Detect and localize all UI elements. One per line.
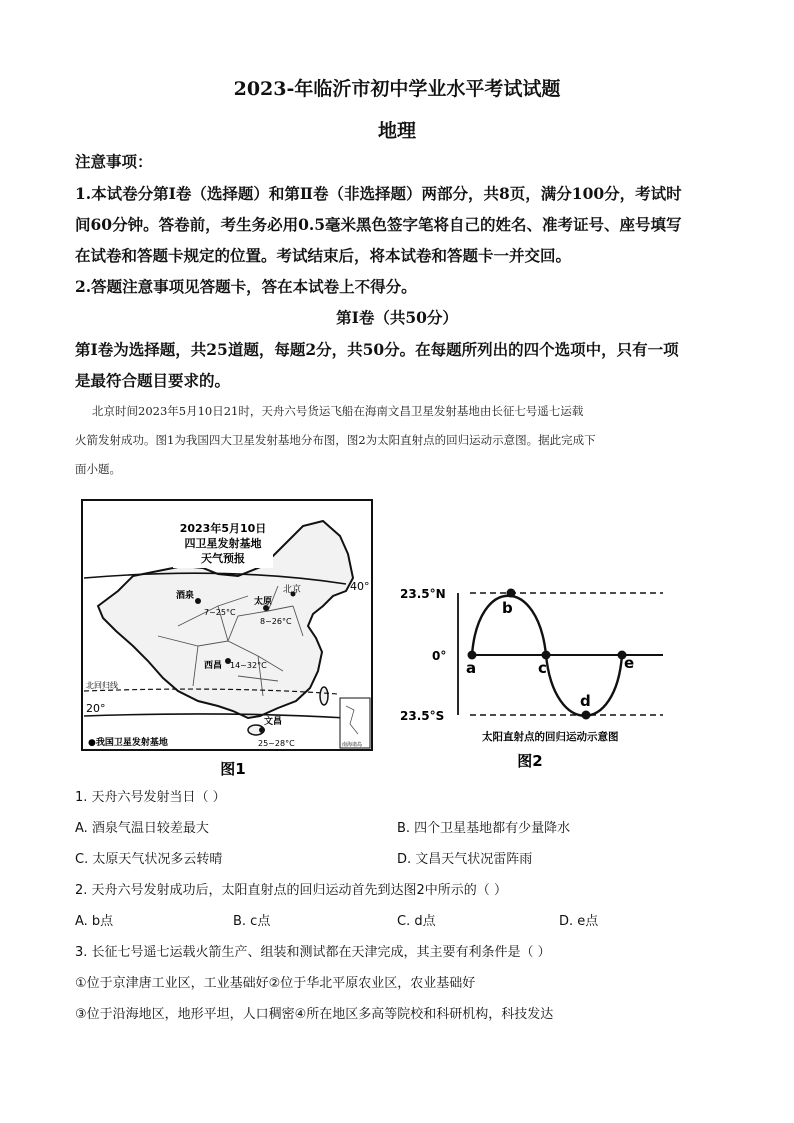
passage-line: 火箭发射成功。图1为我国四大卫星发射基地分布图，图2为太阳直射点的回归运动示意图。据此完成下 — [75, 433, 596, 447]
inset-label: 南海诸岛 — [342, 742, 363, 748]
exam-title: 2023-年临沂市初中学业水平考试试题 — [233, 78, 561, 100]
section-instructions: 是最符合题目要求的。 — [75, 371, 231, 390]
section-title: 第Ⅰ卷（共50分） — [336, 308, 458, 327]
jiuquan-marker — [195, 598, 201, 604]
figure2-diagram — [398, 578, 668, 778]
tropic-label: 北回归线 — [86, 681, 118, 690]
notice-line: 1.本试卷分第Ⅰ卷（选择题）和第Ⅱ卷（非选择题）两部分，共8页，满分100分，考试时 — [75, 184, 682, 203]
option-d: D. e点 — [559, 914, 599, 929]
figure1-caption: 图1 — [220, 760, 246, 778]
xichang-label: 西昌 — [204, 661, 223, 671]
option-c: C. 太原天气状况多云转晴 — [75, 852, 223, 867]
option-b: B. c点 — [233, 914, 271, 929]
option-b: B. 四个卫星基地都有少量降水 — [397, 821, 571, 836]
notice-heading: 注意事项： — [75, 152, 153, 171]
y-label: 23.5°N — [400, 587, 446, 601]
taiwan-island — [320, 687, 328, 705]
map-title-line: 天气预报 — [201, 552, 245, 565]
section-instructions: 第Ⅰ卷为选择题，共25道题，每题2分，共50分。在每题所列出的四个选项中，只有一项 — [75, 340, 679, 359]
statement-line: ③位于沿海地区，地形平坦，人口稠密④所在地区多高等院校和科研机构，科技发达 — [75, 1007, 554, 1022]
statement-line: ①位于京津唐工业区，工业基础好②位于华北平原农业区，农业基础好 — [75, 976, 476, 991]
lat-40-label: 40° — [350, 580, 370, 593]
subject-title: 地理 — [377, 120, 416, 142]
option-d: D. 文昌天气状况雷阵雨 — [397, 852, 533, 867]
notice-line: 2.答题注意事项见答题卡，答在本试卷上不得分。 — [75, 277, 417, 296]
question-stem: 2. 天舟六号发射成功后，太阳直射点的回归运动首先到达图2中所示的（ ） — [75, 883, 507, 898]
jiuquan-temp: 7~25°C — [204, 608, 236, 617]
notice-line: 在试卷和答题卡规定的位置。考试结束后，将本试卷和答题卡一并交回。 — [75, 246, 572, 265]
point-a-label: a — [466, 659, 477, 677]
xichang-temp: 14~32°C — [230, 661, 267, 670]
taiyuan-temp: 8~26°C — [260, 617, 292, 626]
y-label: 23.5°S — [400, 709, 445, 723]
notice-line: 间60分钟。答卷前，考生务必用0.5毫米黑色签字笔将自己的姓名、准考证号、座号填写 — [75, 215, 682, 234]
option-a: A. 酒泉气温日较差最大 — [75, 821, 209, 836]
south-sea-inset — [340, 698, 370, 748]
map-title-line: 2023年5月10日 — [179, 522, 267, 535]
jiuquan-label: 酒泉 — [176, 591, 195, 601]
figure2-caption: 图2 — [517, 752, 543, 770]
figure1-map — [78, 496, 378, 781]
point-b — [507, 589, 516, 598]
lat-20-label: 20° — [86, 702, 106, 715]
taiyuan-label: 太原 — [254, 597, 273, 607]
y-label: 0° — [432, 649, 447, 663]
wenchang-marker — [259, 727, 265, 733]
option-c: C. d点 — [397, 914, 436, 929]
point-b-label: b — [502, 599, 513, 617]
beijing-label: 北京 — [283, 585, 302, 595]
point-d — [582, 711, 591, 720]
point-e-label: e — [624, 654, 635, 672]
passage-line: 面小题。 — [75, 462, 121, 476]
point-c-label: c — [538, 659, 547, 677]
option-a: A. b点 — [75, 914, 114, 929]
map-legend: ●我国卫星发射基地 — [88, 738, 168, 748]
figure2-subtitle: 太阳直射点的回归运动示意图 — [482, 731, 619, 743]
wenchang-temp: 25~28°C — [258, 739, 295, 748]
passage-line: 北京时间2023年5月10日21时，天舟六号货运飞船在海南文昌卫星发射基地由长征七号遥七运载 — [92, 404, 584, 418]
point-d-label: d — [580, 692, 591, 710]
wenchang-label: 文昌 — [264, 717, 283, 727]
question-stem: 3. 长征七号遥七运载火箭生产、组装和测试都在天津完成，其主要有利条件是（ ） — [75, 945, 551, 960]
map-title-line: 四卫星发射基地 — [184, 537, 262, 550]
question-stem: 1. 天舟六号发射当日（ ） — [75, 790, 226, 805]
